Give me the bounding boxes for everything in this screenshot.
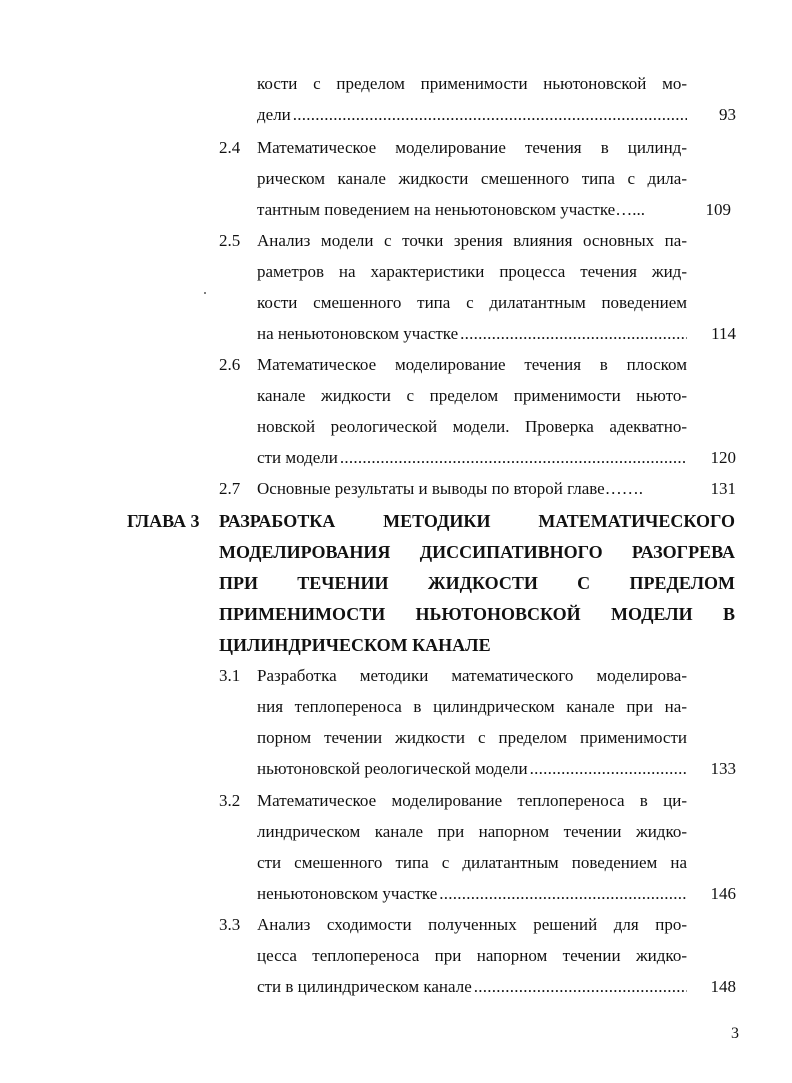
dot-leader [340,447,687,469]
dot-leader [439,883,687,905]
toc-entry-2-4-line-2: рическом канале жидкости смешенного типа с дила- [257,169,687,188]
toc-entry-text: на неньютоновском участке [257,324,459,343]
toc-entry-3-2-line-3: сти смешенного типа с дилатантным поведением на [257,853,687,872]
toc-page-number: 109 [705,200,731,219]
dot-leader [460,323,687,345]
section-number-2-4: 2.4 [219,138,241,157]
toc-page-number: 93 [719,105,736,124]
toc-entry-2-6-line-1: Математическое моделирование течения в плоском [257,355,687,374]
toc-continuation-line-2 [257,104,687,126]
section-number-3-1: 3.1 [219,666,241,685]
toc-entry-3-1-line-4 [257,758,687,780]
toc-entry-3-1-line-1: Разработка методики математического моделирова- [257,666,687,685]
section-number-3-3: 3.3 [219,915,241,934]
toc-entry-text: сти в цилиндрическом канале [257,977,472,996]
toc-page-number: 120 [710,448,736,467]
chapter-label: ГЛАВА 3 [127,511,200,531]
section-number-3-2: 3.2 [219,791,241,810]
toc-entry-2-5-line-1: Анализ модели с точки зрения влияния основных па- [257,231,687,250]
toc-page-number: 133 [710,759,736,778]
toc-entry-text: ньютоновской реологической модели [257,759,528,778]
toc-page-number: 114 [711,324,736,343]
toc-entry-text: дели [257,105,291,124]
chapter-title-line-1: РАЗРАБОТКА МЕТОДИКИ МАТЕМАТИЧЕСКОГО [219,511,735,531]
section-number-2-5: 2.5 [219,231,241,250]
toc-page-number: 146 [710,884,736,903]
toc-continuation-line-1: кости с пределом применимости ньютоновской мо- [257,74,687,93]
toc-entry-2-6-line-3: новской реологической модели. Проверка адекватно- [257,417,687,436]
toc-entry-2-6-line-4 [257,447,687,469]
toc-entry-3-2-line-2: линдрическом канале при напорном течении жидко- [257,822,687,841]
toc-page-number: 148 [710,977,736,996]
toc-entry-3-3-line-3 [257,976,687,998]
toc-entry-3-2-line-1: Математическое моделирование теплопереноса в ци- [257,791,687,810]
dot-leader [293,104,687,126]
toc-entry-2-4-line-1: Математическое моделирование течения в цилинд- [257,138,687,157]
toc-entry-2-5-line-3: кости смешенного типа с дилатантным поведением [257,293,687,312]
chapter-title-line-3: ПРИ ТЕЧЕНИИ ЖИДКОСТИ С ПРЕДЕЛОМ [219,573,735,593]
section-number-2-7: 2.7 [219,479,241,498]
chapter-title-line-4: ПРИМЕНИМОСТИ НЬЮТОНОВСКОЙ МОДЕЛИ В [219,604,735,624]
page-number: 3 [731,1025,739,1042]
toc-entry-3-3-line-2: цесса теплопереноса при напорном течении жидко- [257,946,687,965]
section-number-2-6: 2.6 [219,355,241,374]
toc-entry-3-3-line-1: Анализ сходимости полученных решений для про- [257,915,687,934]
dot-leader [474,976,687,998]
toc-entry-3-1-line-2: ния теплопереноса в цилиндрическом канале при на- [257,697,687,716]
toc-page-number: 131 [710,479,736,498]
toc-entry-2-5-line-2: раметров на характеристики процесса течения жид- [257,262,687,281]
toc-entry-2-5-line-4 [257,323,687,345]
toc-entry-3-2-line-4 [257,883,687,905]
scan-speck [204,292,206,294]
chapter-title-line-5: ЦИЛИНДРИЧЕСКОМ КАНАЛЕ [219,635,491,655]
toc-entry-text: сти модели [257,448,338,467]
toc-entry-2-7-line-1: Основные результаты и выводы по второй главе……. [257,479,643,498]
toc-entry-2-6-line-2: канале жидкости с пределом применимости ньюто- [257,386,687,405]
toc-entry-2-4-line-3: тантным поведением на неньютоновском участке…... [257,200,645,219]
toc-entry-text: неньютоновском участке [257,884,438,903]
chapter-title-line-2: МОДЕЛИРОВАНИЯ ДИССИПАТИВНОГО РАЗОГРЕВА [219,542,735,562]
dot-leader [530,758,687,780]
toc-entry-3-1-line-3: порном течении жидкости с пределом применимости [257,728,687,747]
